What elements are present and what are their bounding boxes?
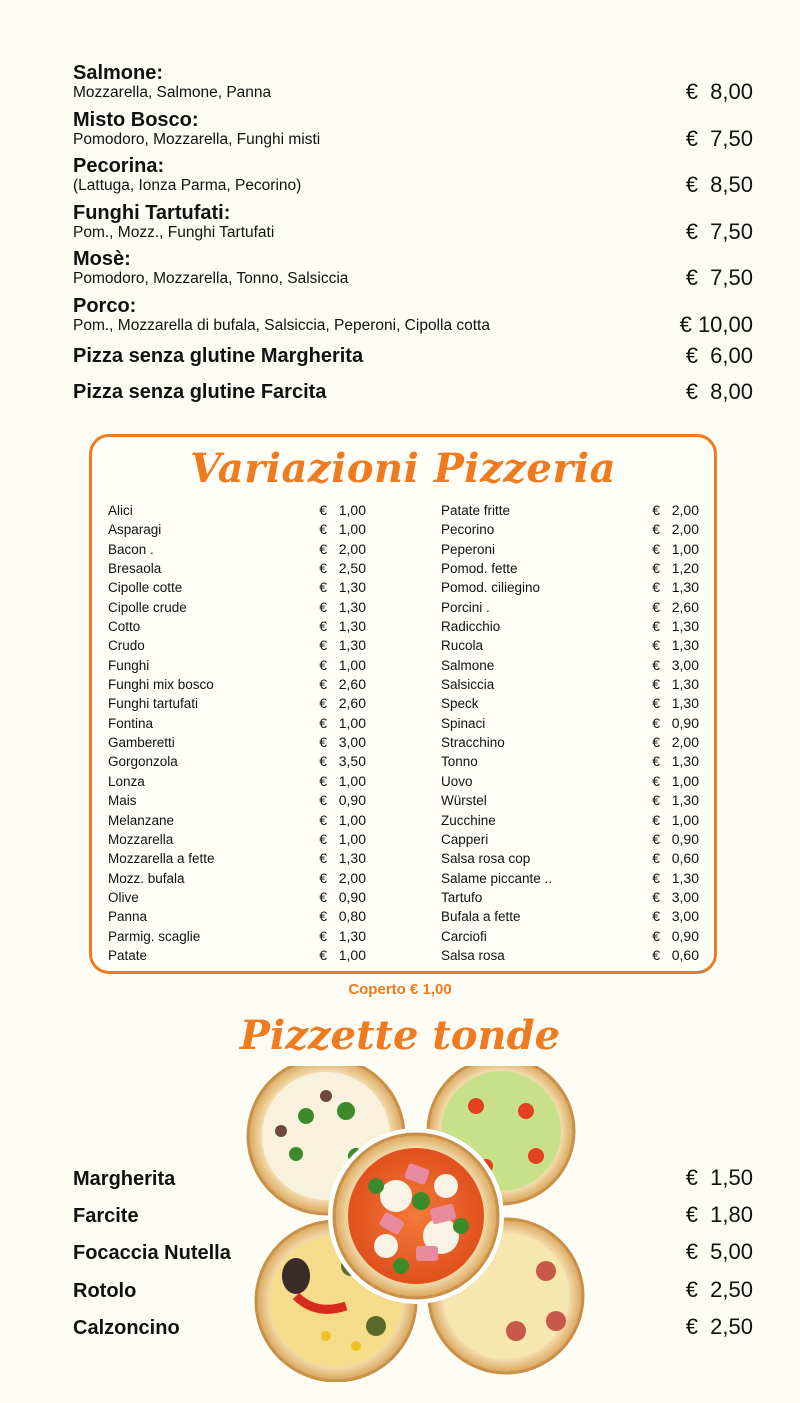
variazione-row <box>108 752 366 771</box>
pizzetta-price: € 5,00 <box>685 1239 753 1265</box>
variazione-row <box>441 752 699 771</box>
variazione-price: € 0,80 <box>319 908 366 925</box>
variazione-price: € 3,00 <box>652 908 699 925</box>
pizza-ingredients: Mozzarella, Salmone, Panna <box>73 84 272 101</box>
variazione-name: Cipolle cotte <box>108 580 183 596</box>
variazione-name: Mozzarella a fette <box>108 851 215 867</box>
pizza-ingredients: (Lattuga, Ionza Parma, Pecorino) <box>73 177 302 194</box>
variazione-name: Salame piccante .. <box>441 870 553 886</box>
variazione-price: € 1,30 <box>652 618 699 635</box>
pizza-item <box>73 109 753 156</box>
variazione-row <box>441 849 699 868</box>
variazione-name: Würstel <box>441 793 487 809</box>
variazione-row <box>441 907 699 926</box>
variazione-price: € 2,60 <box>319 676 366 693</box>
pizza-ingredients: Pomodoro, Mozzarella, Funghi misti <box>73 130 321 148</box>
pizza-item <box>73 155 753 202</box>
variazione-row <box>441 772 699 791</box>
variazione-row <box>108 520 366 539</box>
variazione-name: Salmone <box>441 657 495 673</box>
variazione-price: € 1,00 <box>319 714 366 731</box>
variazione-price: € 1,30 <box>652 695 699 712</box>
pizza-ingredients: Pom., Mozz., Funghi Tartufati <box>73 223 275 241</box>
gluten-free-name: Pizza senza glutine Margherita <box>73 345 364 367</box>
variazione-price: € 1,30 <box>319 637 366 654</box>
variazione-name: Porcini . <box>441 599 490 615</box>
pizzetta-item <box>73 1163 753 1200</box>
variazioni-title: Variazioni Pizzeria <box>189 445 617 492</box>
pizza-item <box>73 248 753 295</box>
variazione-name: Tartufo <box>441 889 483 905</box>
variazione-name: Carciofi <box>441 928 487 944</box>
variazione-name: Parmig. scaglie <box>108 928 201 944</box>
variazione-name: Capperi <box>441 831 489 847</box>
variazione-name: Salsiccia <box>441 677 495 693</box>
variazione-name: Radicchio <box>441 619 501 635</box>
pizza-price: € 7,50 <box>685 218 753 244</box>
variazione-name: Mozz. bufala <box>108 870 185 886</box>
pizzetta-name: Margherita <box>73 1168 176 1190</box>
pizzette-tonde-title: Pizzette tonde <box>239 1012 561 1059</box>
variazione-price: € 1,00 <box>319 772 366 789</box>
variazione-name: Melanzane <box>108 812 175 828</box>
variazione-price: € 1,00 <box>319 811 366 828</box>
pizza-name: Misto Bosco: <box>73 108 199 131</box>
variazione-price: € 3,50 <box>319 753 366 770</box>
pizzetta-name: Farcite <box>73 1205 139 1228</box>
variazione-row <box>108 830 366 849</box>
variazione-row <box>441 520 699 539</box>
variazione-row <box>108 714 366 733</box>
variazione-name: Bufala a fette <box>441 909 521 925</box>
pizza-item <box>73 202 753 249</box>
variazione-price: € 2,00 <box>652 734 699 751</box>
variazione-price: € 1,00 <box>652 772 699 789</box>
variazione-name: Zucchine <box>441 812 496 828</box>
pizzetta-item <box>73 1200 753 1237</box>
variazione-price: € 1,00 <box>319 502 366 518</box>
variazione-name: Funghi tartufati <box>108 696 199 712</box>
variazione-row <box>108 559 366 578</box>
gluten-free-price: € 6,00 <box>685 343 753 368</box>
variazione-price: € 1,30 <box>319 850 366 867</box>
pizza-price: € 7,50 <box>685 125 753 151</box>
variazione-name: Bresaola <box>108 561 162 577</box>
pizza-price: € 10,00 <box>679 311 753 337</box>
pizzetta-name: Calzoncino <box>73 1316 180 1339</box>
pizza-name: Porco: <box>73 294 137 317</box>
variazione-price: € 3,00 <box>652 888 699 905</box>
variazione-name: Lonza <box>108 773 145 789</box>
gluten-free-price: € 8,00 <box>685 379 753 404</box>
variazione-price: € 2,50 <box>319 560 366 577</box>
variazione-row <box>441 501 699 520</box>
variazione-price: € 1,30 <box>652 637 699 654</box>
variazione-name: Rucola <box>441 638 484 654</box>
pizza-name: Pecorina: <box>73 155 165 177</box>
variazione-price: € 1,30 <box>319 598 366 615</box>
variazione-row <box>441 888 699 907</box>
pizza-name: Mosè: <box>73 248 131 270</box>
variazione-row <box>108 772 366 791</box>
variazione-name: Olive <box>108 889 139 905</box>
variazione-row <box>108 694 366 713</box>
pizzetta-price: € 2,50 <box>685 1313 753 1339</box>
pizza-item <box>73 62 753 109</box>
pizzetta-name: Focaccia Nutella <box>73 1242 231 1265</box>
variazione-price: € 1,30 <box>652 792 699 809</box>
variazione-name: Peperoni <box>441 541 496 557</box>
variazione-price: € 2,60 <box>319 695 366 712</box>
variazione-row <box>441 617 699 636</box>
variazione-price: € 1,30 <box>319 618 366 635</box>
pizzetta-price: € 2,50 <box>685 1276 753 1302</box>
pizzetta-name: Rotolo <box>73 1279 137 1302</box>
variazione-row <box>441 578 699 597</box>
pizza-name: Funghi Tartufati: <box>73 201 231 224</box>
variazione-row <box>441 636 699 655</box>
variazione-name: Stracchino <box>441 735 505 751</box>
variazione-price: € 1,00 <box>652 540 699 557</box>
pizza-ingredients: Pomodoro, Mozzarella, Tonno, Salsiccia <box>73 270 349 287</box>
pizzetta-price: € 1,80 <box>685 1202 753 1228</box>
variazione-price: € 1,30 <box>652 869 699 886</box>
variazione-row <box>108 501 366 520</box>
variazione-price: € 2,00 <box>319 869 366 886</box>
variazione-row <box>441 811 699 830</box>
variazione-name: Gorgonzola <box>108 754 178 770</box>
pizza-price: € 8,00 <box>685 79 753 104</box>
pizzetta-price: € 1,50 <box>685 1165 753 1190</box>
variazione-price: € 1,00 <box>319 830 366 847</box>
gluten-free-item <box>73 377 753 413</box>
variazione-row <box>441 733 699 752</box>
variazione-price: € 1,00 <box>319 521 366 538</box>
variazione-row <box>108 927 366 946</box>
variazione-row <box>441 830 699 849</box>
variazione-name: Pomod. fette <box>441 561 518 577</box>
variazione-row <box>108 791 366 810</box>
variazione-name: Salsa rosa cop <box>441 851 531 867</box>
variazione-price: € 0,90 <box>652 714 699 731</box>
pizzette-list <box>73 1163 753 1349</box>
variazione-row <box>441 927 699 946</box>
variazione-name: Gamberetti <box>108 735 175 751</box>
variazione-name: Asparagi <box>108 522 162 538</box>
variazione-price: € 2,60 <box>652 598 699 615</box>
variazione-row <box>441 791 699 810</box>
variazioni-box <box>89 434 717 974</box>
variazione-row <box>441 559 699 578</box>
variazione-row <box>441 946 699 965</box>
gluten-free-name: Pizza senza glutine Farcita <box>73 381 327 403</box>
variazione-row <box>108 946 366 965</box>
variazione-row <box>441 714 699 733</box>
variazioni-right-column <box>441 501 699 965</box>
pizzetta-item <box>73 1237 753 1274</box>
variazione-name: Tonno <box>441 754 478 770</box>
variazione-row <box>108 907 366 926</box>
pizza-price: € 8,50 <box>685 172 753 197</box>
variazione-price: € 2,00 <box>652 502 699 518</box>
variazione-name: Fontina <box>108 715 154 731</box>
variazione-price: € 1,30 <box>652 753 699 770</box>
variazione-name: Cotto <box>108 619 141 635</box>
variazione-price: € 1,30 <box>319 579 366 596</box>
variazione-name: Pecorino <box>441 522 495 538</box>
variazione-name: Cipolle crude <box>108 599 187 615</box>
gluten-free-item <box>73 341 753 377</box>
variazione-price: € 0,60 <box>652 946 699 963</box>
variazione-price: € 2,00 <box>652 521 699 538</box>
variazione-price: € 0,90 <box>652 927 699 944</box>
variazione-row <box>108 811 366 830</box>
variazione-price: € 1,30 <box>319 927 366 944</box>
variazione-price: € 0,60 <box>652 850 699 867</box>
variazione-row <box>108 578 366 597</box>
variazione-name: Uovo <box>441 773 473 789</box>
variazione-price: € 1,30 <box>652 579 699 596</box>
variazione-price: € 3,00 <box>319 734 366 751</box>
pizza-name: Salmone: <box>73 62 164 84</box>
variazione-row <box>108 869 366 888</box>
variazione-row <box>108 733 366 752</box>
variazione-row <box>441 540 699 559</box>
variazione-price: € 1,30 <box>652 676 699 693</box>
pizzetta-item <box>73 1275 753 1312</box>
variazione-row <box>108 888 366 907</box>
variazione-name: Panna <box>108 909 148 925</box>
variazione-row <box>108 540 366 559</box>
pizzetta-item <box>73 1312 753 1349</box>
variazione-price: € 3,00 <box>652 656 699 673</box>
variazione-name: Funghi mix bosco <box>108 677 214 693</box>
variazione-name: Funghi <box>108 657 150 673</box>
variazione-name: Mozzarella <box>108 831 174 847</box>
variazione-price: € 1,20 <box>652 560 699 577</box>
variazione-price: € 0,90 <box>319 792 366 809</box>
variazione-name: Alici <box>108 503 133 518</box>
variazione-price: € 0,90 <box>652 830 699 847</box>
variazione-row <box>441 869 699 888</box>
variazione-name: Crudo <box>108 638 145 654</box>
variazione-row <box>108 598 366 617</box>
pizza-list <box>73 62 753 413</box>
pizza-item <box>73 295 753 342</box>
variazione-row <box>108 675 366 694</box>
variazione-name: Pomod. ciliegino <box>441 580 541 596</box>
pizza-ingredients: Pom., Mozzarella di bufala, Salsiccia, Peperoni, Cipolla cotta <box>73 316 490 334</box>
variazione-row <box>108 636 366 655</box>
pizza-price: € 7,50 <box>685 265 753 290</box>
variazione-name: Salsa rosa <box>441 947 505 963</box>
variazione-row <box>441 598 699 617</box>
coperto-note: Coperto € 1,00 <box>348 981 452 998</box>
variazione-name: Patate <box>108 947 148 963</box>
variazione-name: Spinaci <box>441 715 486 731</box>
variazione-price: € 0,90 <box>319 888 366 905</box>
variazione-name: Bacon . <box>108 541 154 557</box>
variazione-row <box>108 656 366 675</box>
variazioni-left-column <box>108 501 366 965</box>
variazione-row <box>108 849 366 868</box>
variazione-row <box>441 675 699 694</box>
variazione-row <box>108 617 366 636</box>
variazione-price: € 1,00 <box>652 811 699 828</box>
variazione-price: € 1,00 <box>319 656 366 673</box>
variazione-row <box>441 656 699 675</box>
variazione-name: Speck <box>441 696 479 712</box>
variazione-row <box>441 694 699 713</box>
variazione-price: € 2,00 <box>319 540 366 557</box>
variazione-name: Mais <box>108 793 137 809</box>
variazione-name: Patate fritte <box>441 503 511 518</box>
variazione-price: € 1,00 <box>319 946 366 963</box>
